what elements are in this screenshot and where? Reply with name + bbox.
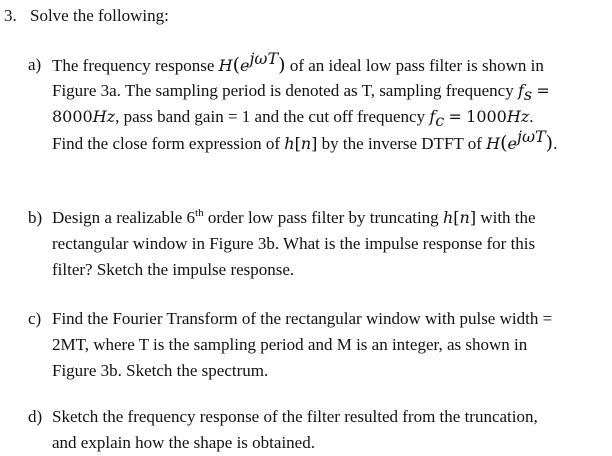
part-d-label: d) [28, 407, 43, 426]
part-d [28, 404, 608, 456]
text-segment: The frequency response [52, 56, 219, 75]
text-segment: , pass band gain = 1 and the cut off frequency [115, 107, 430, 126]
math-paren-close: ) [545, 132, 554, 154]
text-segment: Find the close form expression of [52, 134, 285, 153]
part-a [28, 49, 608, 156]
math-sub-s: s [523, 85, 533, 104]
math-h: h [442, 208, 454, 227]
math-unit-hz: Hz [506, 107, 530, 126]
math-equals: = [448, 107, 462, 126]
question-prompt: Solve the following: [30, 6, 169, 25]
math-bracket-close: ] [469, 208, 477, 227]
part-c-label: c) [28, 309, 42, 328]
text-segment: with the [476, 208, 536, 227]
math-bracket-close: ] [311, 134, 318, 153]
math-n: n [300, 134, 312, 153]
text-segment: . [529, 107, 534, 126]
part-c-body [52, 306, 608, 384]
part-a-body [52, 49, 608, 156]
part-d-body [52, 404, 608, 456]
part-a-line-1 [52, 49, 608, 78]
text-segment: Design a realizable 6 [52, 208, 196, 227]
math-h: h [284, 134, 295, 153]
math-sub-c: c [435, 111, 445, 130]
part-b [28, 205, 608, 283]
part-b-body [52, 205, 608, 283]
question-number: 3. [4, 6, 17, 25]
math-paren-open: ( [500, 132, 508, 154]
text-segment: order low pass filter by truncating [203, 208, 443, 227]
part-a-line-4 [52, 127, 608, 156]
part-d-line-2: and explain how the shape is obtained. [52, 433, 315, 452]
math-equals: = [536, 81, 550, 100]
text-segment: by the inverse DTFT of [317, 134, 487, 153]
math-e: e [507, 134, 517, 153]
text-segment: . [553, 134, 558, 153]
text-segment: Figure 3a. The sampling period is denoted as T, sampling frequency [52, 81, 518, 100]
math-paren-close: ) [278, 54, 286, 76]
math-bracket-open: [ [294, 134, 301, 153]
math-unit-hz: Hz [92, 107, 116, 126]
part-d-line-1: Sketch the frequency response of the filter resulted from the truncation, [52, 407, 538, 426]
part-a-line-2 [52, 78, 608, 104]
part-b-line-1 [52, 205, 608, 231]
part-b-line-3: filter? Sketch the impulse response. [52, 260, 295, 279]
math-value-1000: 1000 [466, 107, 507, 126]
math-value-8000: 8000 [52, 107, 93, 126]
math-bracket-open: [ [453, 208, 460, 227]
math-exponent: jωT [516, 127, 546, 146]
math-f: f [517, 81, 524, 100]
part-c [28, 306, 608, 384]
ordinal-suffix: th [195, 207, 204, 219]
math-e: e [240, 56, 250, 75]
math-H: H [486, 134, 501, 153]
math-n: n [459, 208, 470, 227]
part-c-line-1: Find the Fourier Transform of the rectangular window with pulse width = [52, 309, 553, 328]
part-b-line-2: rectangular window in Figure 3b. What is the impulse response for this [52, 234, 536, 253]
part-a-label: a) [28, 55, 42, 74]
math-exponent: jωT [249, 49, 279, 68]
math-paren-open: ( [232, 54, 240, 76]
part-c-line-3: Figure 3b. Sketch the spectrum. [52, 361, 269, 380]
question-header [4, 3, 169, 29]
part-c-line-2: 2MT, where T is the sampling period and M is an integer, as shown in [52, 335, 528, 354]
math-f: f [429, 107, 436, 126]
math-H: H [218, 56, 233, 75]
part-b-label: b) [28, 208, 43, 227]
text-segment: of an ideal low pass filter is shown in [285, 56, 544, 75]
